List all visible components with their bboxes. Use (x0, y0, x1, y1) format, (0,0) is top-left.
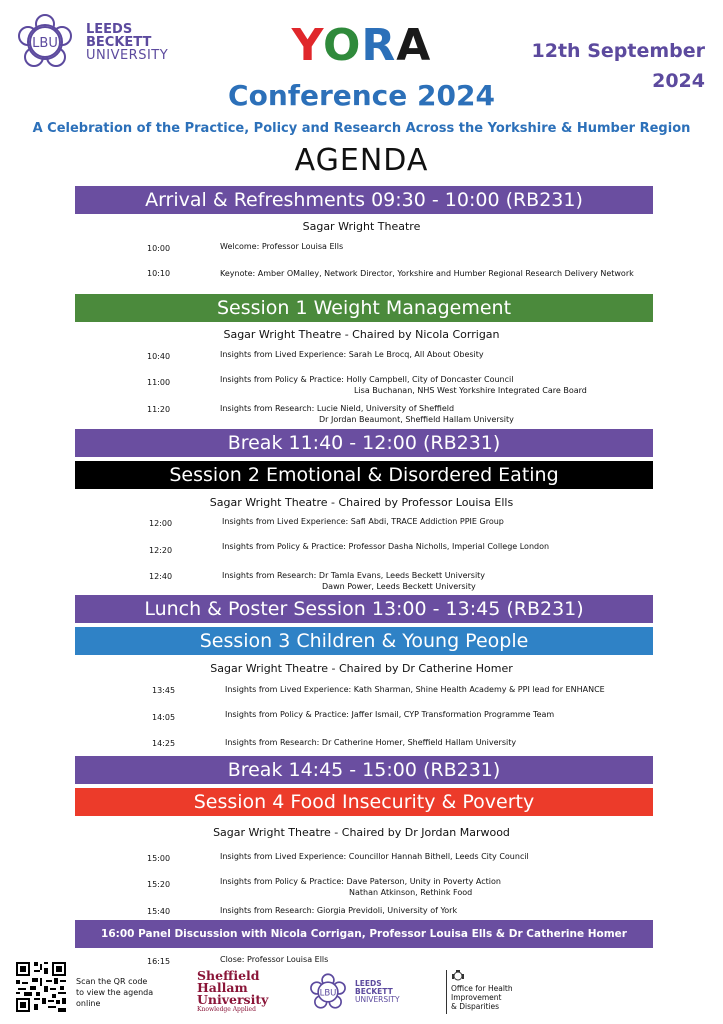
panel-discussion-banner: 16:00 Panel Discussion with Nicola Corrigan, Professor Louisa Ells & Dr Catherine Homer (75, 920, 653, 948)
agenda-time: 14:25 (152, 739, 176, 748)
agenda-item: Keynote: Amber OMalley, Network Director, Yorkshire and Humber Regional Research Delivery Network (220, 269, 634, 278)
lbu-footer-line-1: LEEDS (355, 979, 382, 988)
session-2-banner: Session 2 Emotional & Disordered Eating (75, 461, 653, 489)
shu-line-1: Sheffield (197, 968, 260, 983)
agenda-item: Insights from Lived Experience: Safi Abdi, TRACE Addiction PPIE Group (222, 517, 504, 526)
agenda-time: 12:20 (149, 546, 173, 555)
agenda-time: 10:10 (147, 269, 171, 278)
agenda-item-continued: Dawn Power, Leeds Beckett University (322, 582, 476, 591)
ohid-line-3: & Disparities (451, 1002, 500, 1011)
ohid-logo (446, 970, 536, 1014)
session-2-venue: Sagar Wright Theatre - Chaired by Professor Louisa Ells (209, 496, 514, 509)
agenda-time: 10:40 (147, 352, 171, 361)
conference-subtitle: A Celebration of the Practice, Policy and Research Across the Yorkshire & Humber Region (32, 121, 691, 136)
qr-instructions-line-2: to view the agenda (76, 988, 154, 997)
session-1-venue: Sagar Wright Theatre - Chaired by Nicola Corrigan (223, 328, 500, 341)
agenda-time: 15:20 (147, 880, 171, 889)
agenda-time: 12:00 (149, 519, 173, 528)
lbu-footer-wordmark (355, 980, 400, 1004)
arrival-banner: Arrival & Refreshments 09:30 - 10:00 (RB231) (75, 186, 653, 214)
agenda-time: 10:00 (147, 244, 171, 253)
agenda-title: AGENDA (294, 143, 429, 178)
shu-line-3: University (197, 992, 269, 1007)
session-3-venue: Sagar Wright Theatre - Chaired by Dr Catherine Homer (210, 662, 513, 675)
shu-tagline: Knowledge Applied (197, 1006, 256, 1013)
event-date-line-2: 2024 (652, 70, 705, 92)
agenda-item: Insights from Policy & Practice: Dave Paterson, Unity in Poverty Action (220, 877, 501, 886)
shu-line-2: Hallam (197, 980, 248, 995)
sheffield-hallam-logo (197, 970, 277, 1014)
lbu-line-2: BECKETT (86, 34, 152, 50)
agenda-time: 11:00 (147, 378, 171, 387)
yora-letter-r: R (361, 20, 397, 71)
agenda-item: Insights from Policy & Practice: Jaffer Ismail, CYP Transformation Programme Team (225, 710, 555, 719)
break-2-banner: Break 14:45 - 15:00 (RB231) (75, 756, 653, 784)
agenda-item: Insights from Policy & Practice: Professor Dasha Nicholls, Imperial College London (222, 542, 550, 551)
qr-instructions-line-3: online (76, 999, 101, 1008)
agenda-time: 12:40 (149, 572, 173, 581)
session-4-banner: Session 4 Food Insecurity & Poverty (75, 788, 653, 816)
lunch-banner: Lunch & Poster Session 13:00 - 13:45 (RB231) (75, 595, 653, 623)
session-3-banner: Session 3 Children & Young People (75, 627, 653, 655)
arrival-venue: Sagar Wright Theatre (302, 220, 421, 233)
session-1-banner: Session 1 Weight Management (75, 294, 653, 322)
royal-crest-icon (451, 970, 465, 982)
lbu-monogram: LBU (32, 36, 58, 51)
agenda-time: 15:40 (147, 907, 171, 916)
lbu-footer-line-2: BECKETT (355, 987, 393, 996)
session-4-venue: Sagar Wright Theatre - Chaired by Dr Jordan Marwood (213, 826, 510, 839)
agenda-item: Welcome: Professor Louisa Ells (220, 242, 344, 251)
qr-instructions-line-1: Scan the QR code (76, 977, 148, 986)
lbu-rose-icon (305, 972, 351, 1012)
agenda-item: Insights from Research: Lucie Nield, University of Sheffield (220, 404, 455, 413)
ohid-line-2: Improvement (451, 993, 502, 1002)
agenda-time: 13:45 (152, 686, 176, 695)
agenda-item: Insights from Research: Dr Tamla Evans, Leeds Beckett University (222, 571, 486, 580)
agenda-time: 14:05 (152, 713, 176, 722)
yora-letter-o: O (322, 20, 362, 71)
ohid-divider (446, 970, 447, 1014)
agenda-time: 11:20 (147, 405, 171, 414)
agenda-time: 16:15 (147, 957, 171, 966)
agenda-item-continued: Dr Jordan Beaumont, Sheffield Hallam University (319, 415, 514, 424)
agenda-item-continued: Lisa Buchanan, NHS West Yorkshire Integrated Care Board (354, 386, 587, 395)
conference-title: Conference 2024 (228, 79, 495, 112)
ohid-wordmark (451, 970, 513, 1014)
qr-code[interactable] (16, 962, 66, 1012)
break-1-banner: Break 11:40 - 12:00 (RB231) (75, 429, 653, 457)
event-date-line-1: 12th September (531, 40, 705, 62)
lbu-line-1: LEEDS (86, 21, 133, 37)
qr-instructions (76, 976, 166, 1009)
agenda-item: Close: Professor Louisa Ells (220, 955, 329, 964)
yora-letter-y: Y (291, 20, 323, 71)
agenda-item: Insights from Research: Giorgia Previdoli, University of York (220, 906, 458, 915)
lbu-footer-monogram: LBU (319, 988, 337, 999)
leeds-beckett-footer-logo (305, 970, 415, 1014)
agenda-time: 15:00 (147, 854, 171, 863)
yora-letter-a: A (396, 20, 432, 71)
agenda-item: Insights from Policy & Practice: Holly Campbell, City of Doncaster Council (220, 375, 514, 384)
agenda-item: Insights from Lived Experience: Sarah Le Brocq, All About Obesity (220, 350, 484, 359)
lbu-line-3: UNIVERSITY (86, 47, 169, 63)
agenda-item: Insights from Lived Experience: Kath Sharman, Shine Health Academy & PPI lead for ENHANCE (225, 685, 605, 694)
ohid-line-1: Office for Health (451, 984, 513, 993)
agenda-item-continued: Nathan Atkinson, Rethink Food (349, 888, 473, 897)
agenda-item: Insights from Research: Dr Catherine Homer, Sheffield Hallam University (225, 738, 517, 747)
lbu-footer-line-3: UNIVERSITY (355, 995, 400, 1004)
agenda-item: Insights from Lived Experience: Councillor Hannah Bithell, Leeds City Council (220, 852, 529, 861)
